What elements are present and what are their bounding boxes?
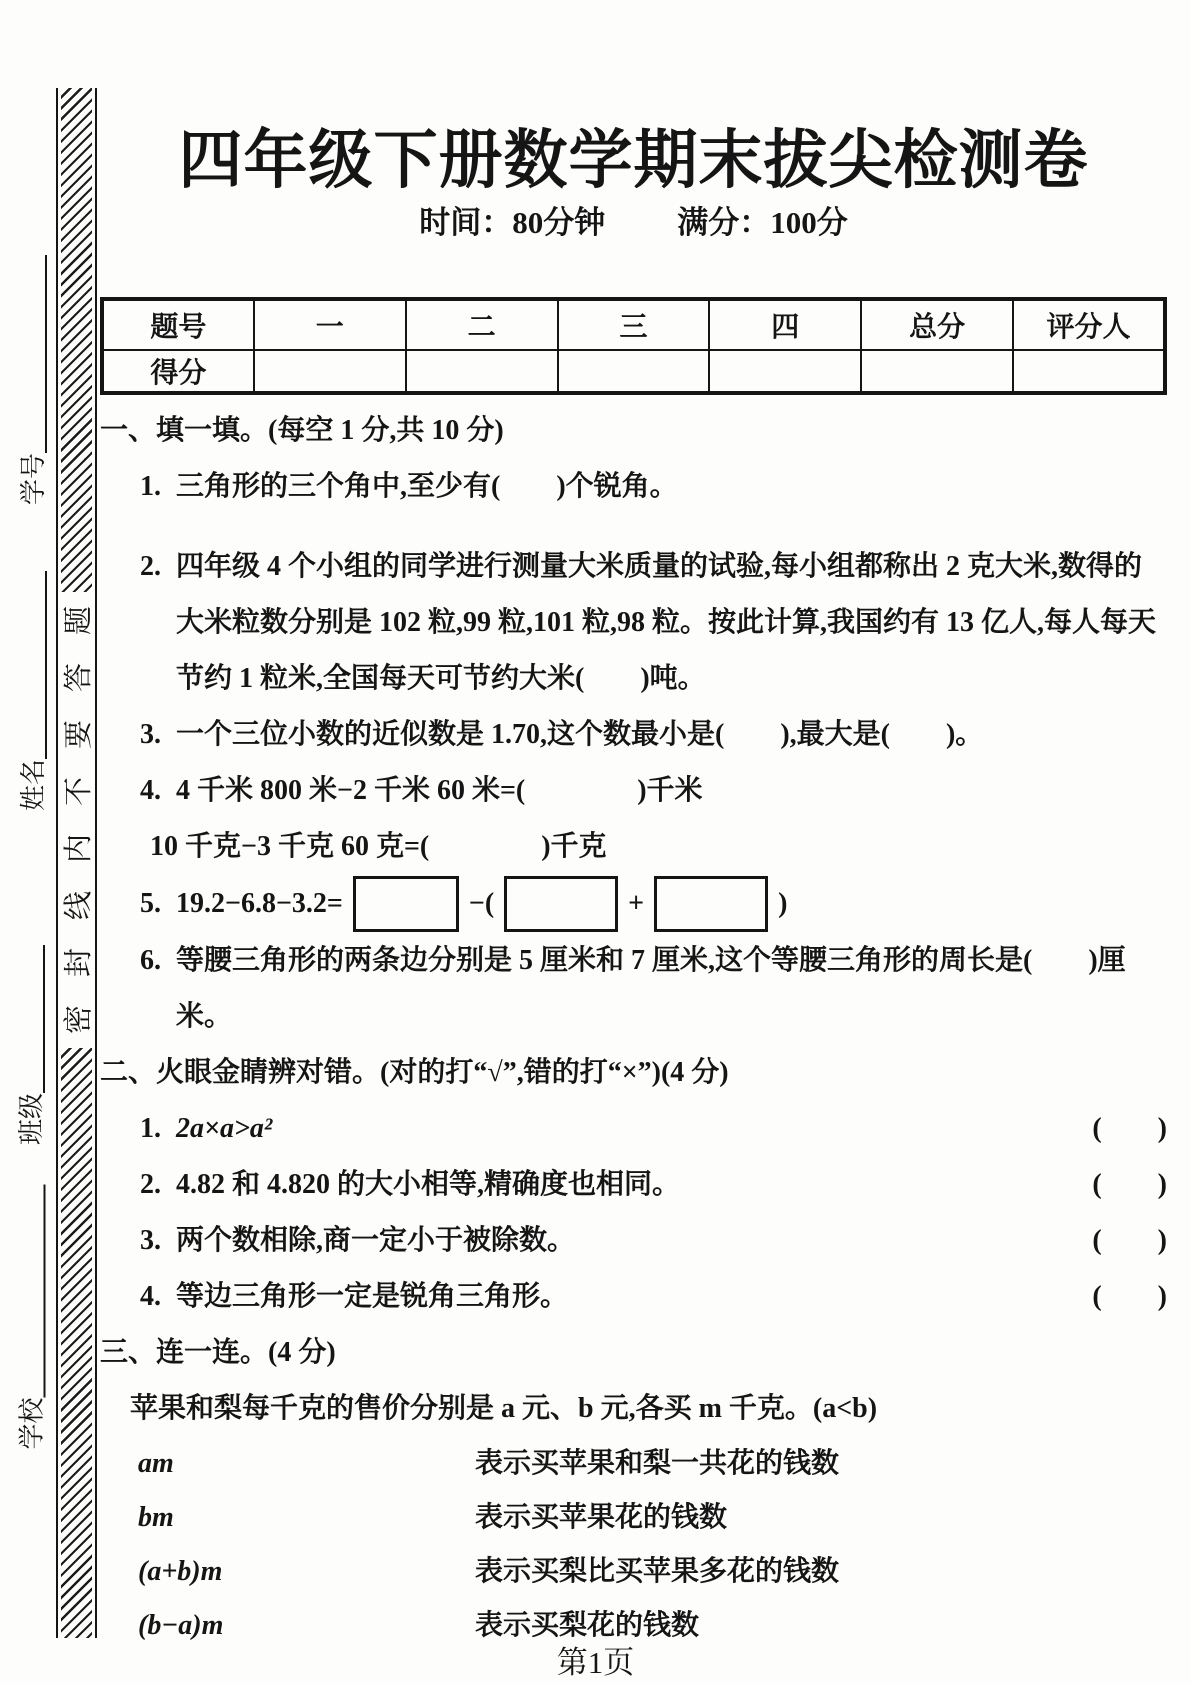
hatch-pattern <box>61 1048 92 1638</box>
field-label: 学号 <box>19 452 48 505</box>
question-number: 2. <box>140 1169 161 1200</box>
match-description: 表示买苹果和梨一共花的钱数 <box>475 1448 840 1479</box>
score-cell-empty <box>406 350 558 393</box>
seal-char: 内 <box>62 833 95 864</box>
question-1 <box>100 459 1167 515</box>
exam-full-score: 满分：100分 <box>677 205 848 240</box>
score-row-label: 得分 <box>102 350 254 393</box>
question-number: 3. <box>140 1225 161 1256</box>
equation-lhs: 19.2−6.8−3.2= <box>176 888 343 919</box>
blank-line <box>45 571 47 759</box>
score-cell-empty <box>558 350 710 393</box>
question-6 <box>100 933 1167 1045</box>
score-table-header-row <box>102 299 1165 350</box>
question-text: 四年级 4 个小组的同学进行测量大米质量的试验,每小组都称出 2 克大米,数得的大米粒数分别是 102 粒,99 粒,101 粒,98 粒。按此计算,我国约有 13 亿人,每人每天节约 1 粒米,全国每天可节约大米( )吨。 <box>176 551 1157 694</box>
answer-bracket: ( ) <box>1092 1225 1167 1256</box>
blank-line <box>43 945 45 1093</box>
seal-char: 不 <box>62 776 95 807</box>
match-formula: am <box>138 1448 174 1479</box>
section-1-heading: 一、填一填。(每空 1 分,共 10 分) <box>100 415 504 446</box>
question-number: 2. <box>140 551 161 582</box>
field-student-id <box>10 255 54 505</box>
exam-content <box>100 125 1167 1653</box>
question-text: 4 千米 800 米−2 千米 60 米=( )千米 <box>176 775 703 806</box>
match-description: 表示买苹果花的钱数 <box>475 1502 728 1533</box>
field-label: 姓名 <box>19 758 48 811</box>
question-3 <box>100 707 1167 763</box>
field-label: 班级 <box>17 1092 46 1145</box>
equation-operator: + <box>628 888 645 919</box>
match-formula: (a+b)m <box>138 1556 223 1587</box>
section-3-intro: 苹果和梨每千克的售价分别是 a 元、b 元,各买 m 千克。(a<b) <box>130 1393 878 1424</box>
col-header-one: 一 <box>254 299 406 350</box>
true-false-item-3 <box>100 1213 1167 1269</box>
score-cell-empty <box>709 350 861 393</box>
exam-time: 时间：80分钟 <box>419 205 606 240</box>
question-number: 4. <box>140 775 161 806</box>
question-number: 1. <box>140 1113 161 1144</box>
answer-box <box>654 876 768 932</box>
field-name <box>10 571 54 811</box>
score-cell-empty <box>1013 350 1165 393</box>
seal-char: 封 <box>62 947 95 978</box>
seal-char: 题 <box>62 605 95 636</box>
answer-box <box>353 876 459 932</box>
match-description: 表示买梨比买苹果多花的钱数 <box>475 1556 840 1587</box>
question-5 <box>100 875 1167 933</box>
statement-text: 等边三角形一定是锐角三角形。 <box>176 1281 569 1312</box>
answer-bracket: ( ) <box>1092 1169 1167 1200</box>
question-text: 10 千克−3 千克 60 克=( )千克 <box>150 831 607 862</box>
match-row-1 <box>100 1437 1167 1491</box>
col-header-grader: 评分人 <box>1013 299 1165 350</box>
match-formula: (b−a)m <box>138 1610 224 1641</box>
question-number: 6. <box>140 945 161 976</box>
question-text: 等腰三角形的两条边分别是 5 厘米和 7 厘米,这个等腰三角形的周长是( )厘米。 <box>176 945 1126 1032</box>
question-4-line-2 <box>100 819 1167 875</box>
col-header-total: 总分 <box>861 299 1013 350</box>
true-false-item-1 <box>100 1101 1167 1157</box>
seal-char: 线 <box>62 890 95 921</box>
question-number: 3. <box>140 719 161 750</box>
field-school <box>9 1185 53 1450</box>
question-text: 三角形的三个角中,至少有( )个锐角。 <box>176 471 678 502</box>
seal-char: 要 <box>62 719 95 750</box>
answer-box <box>504 876 618 932</box>
question-number: 5. <box>140 888 161 919</box>
question-text: 一个三位小数的近似数是 1.70,这个数最小是( ),最大是( )。 <box>176 719 984 750</box>
answer-bracket: ( ) <box>1092 1281 1167 1312</box>
blank-line <box>45 255 47 453</box>
match-formula: bm <box>138 1502 174 1533</box>
blank-line <box>44 1185 46 1398</box>
score-cell-empty <box>861 350 1013 393</box>
seal-line-band <box>56 88 97 1638</box>
seal-char: 答 <box>62 662 95 693</box>
statement-text: 4.82 和 4.820 的大小相等,精确度也相同。 <box>176 1169 681 1200</box>
equation-operator: −( <box>468 888 495 919</box>
score-table <box>100 297 1167 395</box>
match-row-2 <box>100 1491 1167 1545</box>
statement-text: 2a×a>a² <box>176 1113 273 1144</box>
section-3-heading: 三、连一连。(4 分) <box>100 1337 336 1368</box>
seal-char: 密 <box>62 1004 95 1035</box>
col-header-four: 四 <box>709 299 861 350</box>
score-table-score-row <box>102 350 1165 393</box>
exam-meta <box>100 201 1167 245</box>
true-false-item-4 <box>100 1269 1167 1325</box>
match-description: 表示买梨花的钱数 <box>475 1610 700 1641</box>
answer-bracket: ( ) <box>1092 1113 1167 1144</box>
score-cell-empty <box>254 350 406 393</box>
col-header-two: 二 <box>406 299 558 350</box>
equation-close-paren: ) <box>778 888 788 919</box>
match-row-3 <box>100 1545 1167 1599</box>
question-number: 4. <box>140 1281 161 1312</box>
page-footer: 第1页 <box>556 1645 635 1680</box>
statement-text: 两个数相除,商一定小于被除数。 <box>176 1225 576 1256</box>
question-4 <box>100 763 1167 819</box>
page-title: 四年级下册数学期末拔尖检测卷 <box>178 125 1089 196</box>
question-2 <box>100 539 1167 707</box>
field-label: 学校 <box>17 1397 47 1450</box>
true-false-item-2 <box>100 1157 1167 1213</box>
col-header-three: 三 <box>558 299 710 350</box>
col-header-tihao: 题号 <box>102 299 254 350</box>
hatch-pattern <box>61 88 92 592</box>
section-2-heading: 二、火眼金睛辨对错。(对的打“√”,错的打“×”)(4 分) <box>100 1057 729 1088</box>
question-number: 1. <box>140 471 161 502</box>
field-class <box>8 945 52 1145</box>
